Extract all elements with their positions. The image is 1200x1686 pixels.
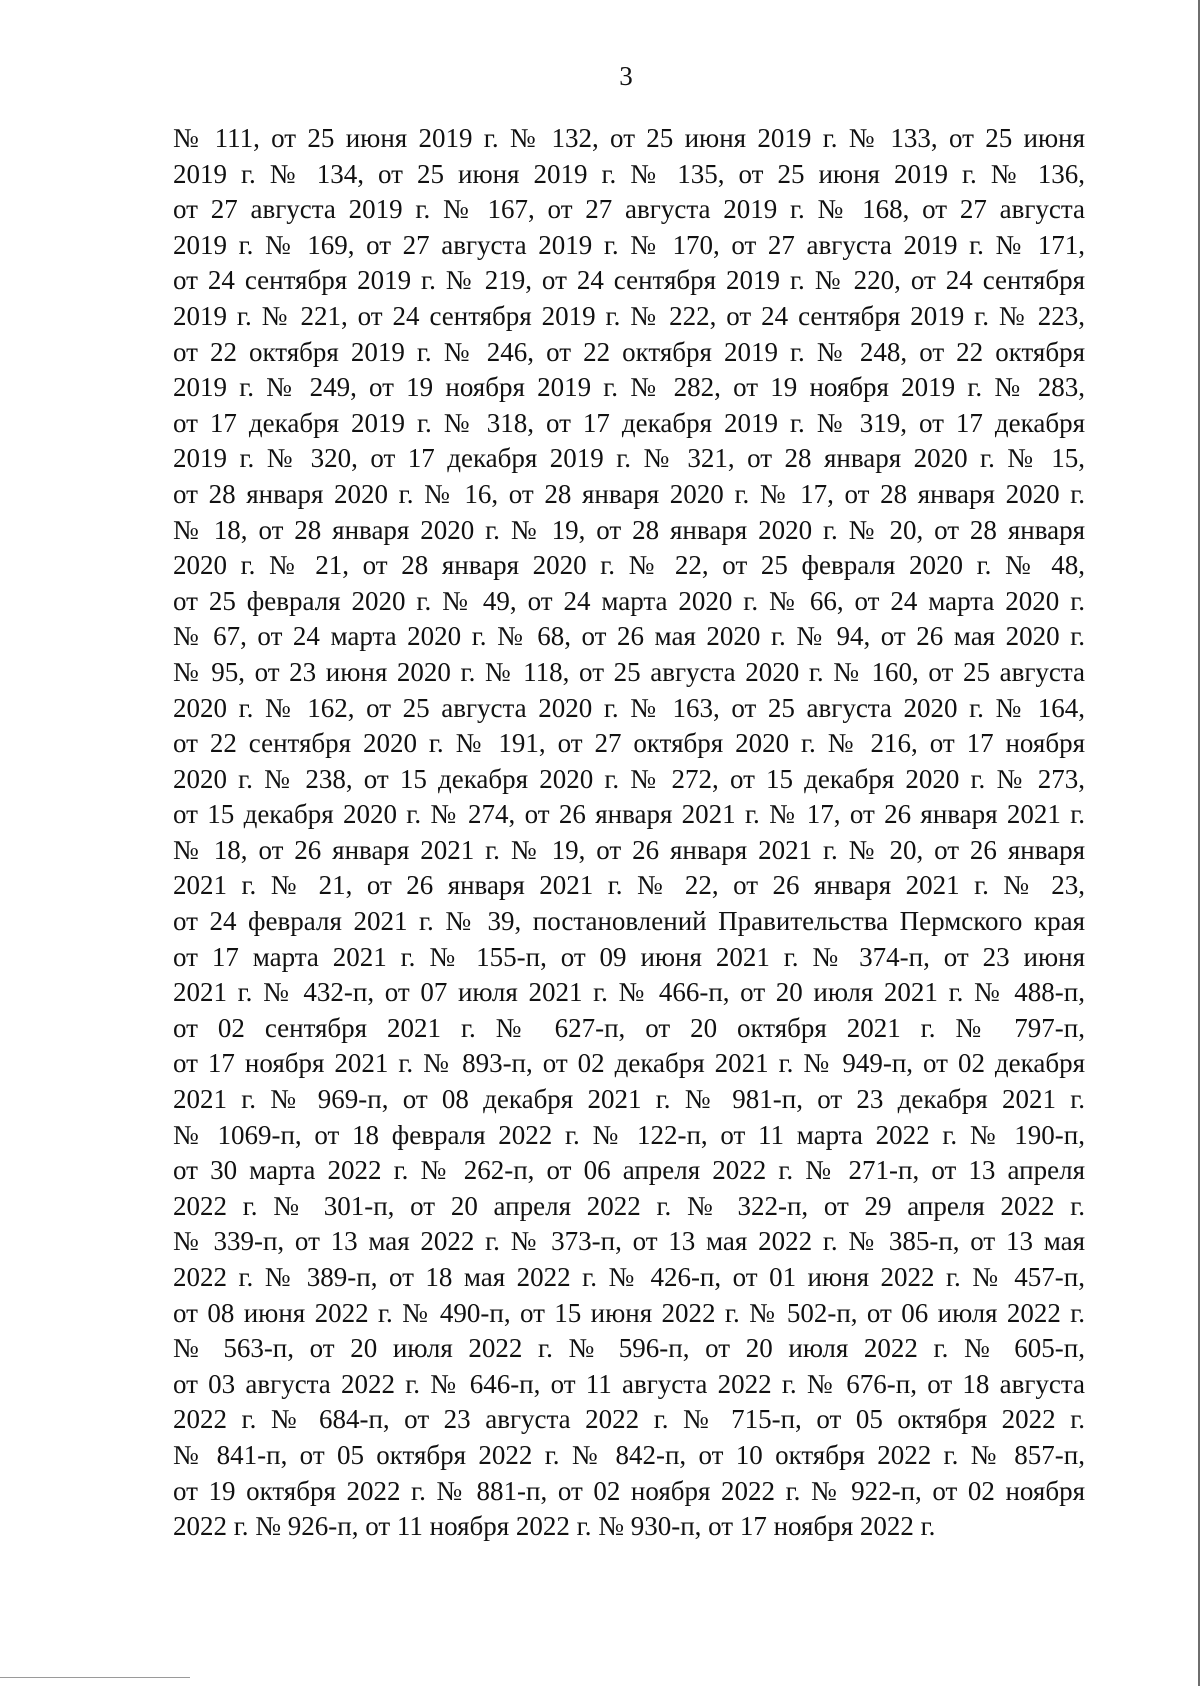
text-line: от 15 декабря 2020 г. № 274, от 26 января 2021 г. № 17, от 26 января 2021 г. [173,799,1085,830]
text-line: от 25 февраля 2020 г. № 49, от 24 марта 2020 г. № 66, от 24 марта 2020 г. [173,585,1085,616]
text-line: от 17 марта 2021 г. № 155-п, от 09 июня 2021 г. № 374-п, от 23 июня [173,941,1085,972]
text-line: № 18, от 28 января 2020 г. № 19, от 28 января 2020 г. № 20, от 28 января [173,514,1085,545]
text-line: № 67, от 24 марта 2020 г. № 68, от 26 мая 2020 г. № 94, от 26 мая 2020 г. [173,621,1085,652]
text-line: № 841-п, от 05 октября 2022 г. № 842-п, от 10 октября 2022 г. № 857-п, [173,1439,1085,1470]
text-line: от 24 февраля 2021 г. № 39, постановлений Правительства Пермского края [173,906,1085,937]
text-line: № 18, от 26 января 2021 г. № 19, от 26 января 2021 г. № 20, от 26 января [173,834,1085,865]
text-line: от 17 ноября 2021 г. № 893-п, от 02 декабря 2021 г. № 949-п, от 02 декабря [173,1048,1085,1079]
text-line: 2020 г. № 162, от 25 августа 2020 г. № 163, от 25 августа 2020 г. № 164, [173,692,1085,723]
text-line: 2022 г. № 389-п, от 18 мая 2022 г. № 426-п, от 01 июня 2022 г. № 457-п, [173,1262,1085,1292]
document-body-text [173,121,1085,1545]
text-line: 2019 г. № 169, от 27 августа 2019 г. № 170, от 27 августа 2019 г. № 171, [173,229,1085,260]
text-line: 2019 г. № 249, от 19 ноября 2019 г. № 282, от 19 ноября 2019 г. № 283, [173,372,1085,403]
text-line: 2021 г. № 21, от 26 января 2021 г. № 22, от 26 января 2021 г. № 23, [173,870,1085,901]
text-line: № 339-п, от 13 мая 2022 г. № 373-п, от 13 мая 2022 г. № 385-п, от 13 мая [173,1226,1085,1257]
text-line: 2020 г. № 21, от 28 января 2020 г. № 22, от 25 февраля 2020 г. № 48, [173,550,1085,581]
text-line: 2022 г. № 301-п, от 20 апреля 2022 г. № 322-п, от 29 апреля 2022 г. [173,1190,1085,1221]
text-line: от 30 марта 2022 г. № 262-п, от 06 апреля 2022 г. № 271-п, от 13 апреля [173,1155,1085,1186]
text-line: от 02 сентября 2021 г. № 627-п, от 20 октября 2021 г. № 797-п, [173,1012,1085,1043]
text-line: 2021 г. № 432-п, от 07 июля 2021 г. № 466-п, от 20 июля 2021 г. № 488-п, [173,977,1085,1008]
text-line: 2021 г. № 969-п, от 08 декабря 2021 г. № 981-п, от 23 декабря 2021 г. [173,1084,1085,1115]
text-line: от 27 августа 2019 г. № 167, от 27 августа 2019 г. № 168, от 27 августа [173,194,1085,225]
text-line: № 111, от 25 июня 2019 г. № 132, от 25 июня 2019 г. № 133, от 25 июня [173,123,1085,153]
text-line: от 08 июня 2022 г. № 490-п, от 15 июня 2022 г. № 502-п, от 06 июля 2022 г. [173,1297,1085,1328]
text-line: от 24 сентября 2019 г. № 219, от 24 сентября 2019 г. № 220, от 24 сентября [173,265,1085,296]
text-line: 2022 г. № 684-п, от 23 августа 2022 г. № 715-п, от 05 октября 2022 г. [173,1404,1085,1435]
text-line: 2019 г. № 134, от 25 июня 2019 г. № 135, от 25 июня 2019 г. № 136, [173,158,1085,189]
text-line: 2020 г. № 238, от 15 декабря 2020 г. № 272, от 15 декабря 2020 г. № 273, [173,763,1085,794]
page-number: 3 [619,61,633,91]
text-line: от 22 сентября 2020 г. № 191, от 27 октября 2020 г. № 216, от 17 ноября [173,728,1085,759]
text-line: 2019 г. № 221, от 24 сентября 2019 г. № 222, от 24 сентября 2019 г. № 223, [173,300,1085,331]
text-line: от 28 января 2020 г. № 16, от 28 января 2020 г. № 17, от 28 января 2020 г. [173,478,1085,509]
text-line: № 563-п, от 20 июля 2022 г. № 596-п, от 20 июля 2022 г. № 605-п, [173,1333,1085,1364]
text-line: от 19 октября 2022 г. № 881-п, от 02 ноября 2022 г. № 922-п, от 02 ноября [173,1475,1085,1506]
text-line: от 22 октября 2019 г. № 246, от 22 октября 2019 г. № 248, от 22 октября [173,336,1085,367]
text-line: № 95, от 23 июня 2020 г. № 118, от 25 августа 2020 г. № 160, от 25 августа [173,656,1085,687]
text-line: от 03 августа 2022 г. № 646-п, от 11 августа 2022 г. № 676-п, от 18 августа [173,1368,1085,1399]
scan-artifact-line [0,1677,190,1678]
text-line: 2022 г. № 926-п, от 11 ноября 2022 г. № 930-п, от 17 ноября 2022 г. [173,1511,936,1542]
text-line: от 17 декабря 2019 г. № 318, от 17 декабря 2019 г. № 319, от 17 декабря [173,407,1085,438]
text-line: 2019 г. № 320, от 17 декабря 2019 г. № 321, от 28 января 2020 г. № 15, [173,443,1085,474]
text-line: № 1069-п, от 18 февраля 2022 г. № 122-п, от 11 марта 2022 г. № 190-п, [173,1119,1085,1150]
